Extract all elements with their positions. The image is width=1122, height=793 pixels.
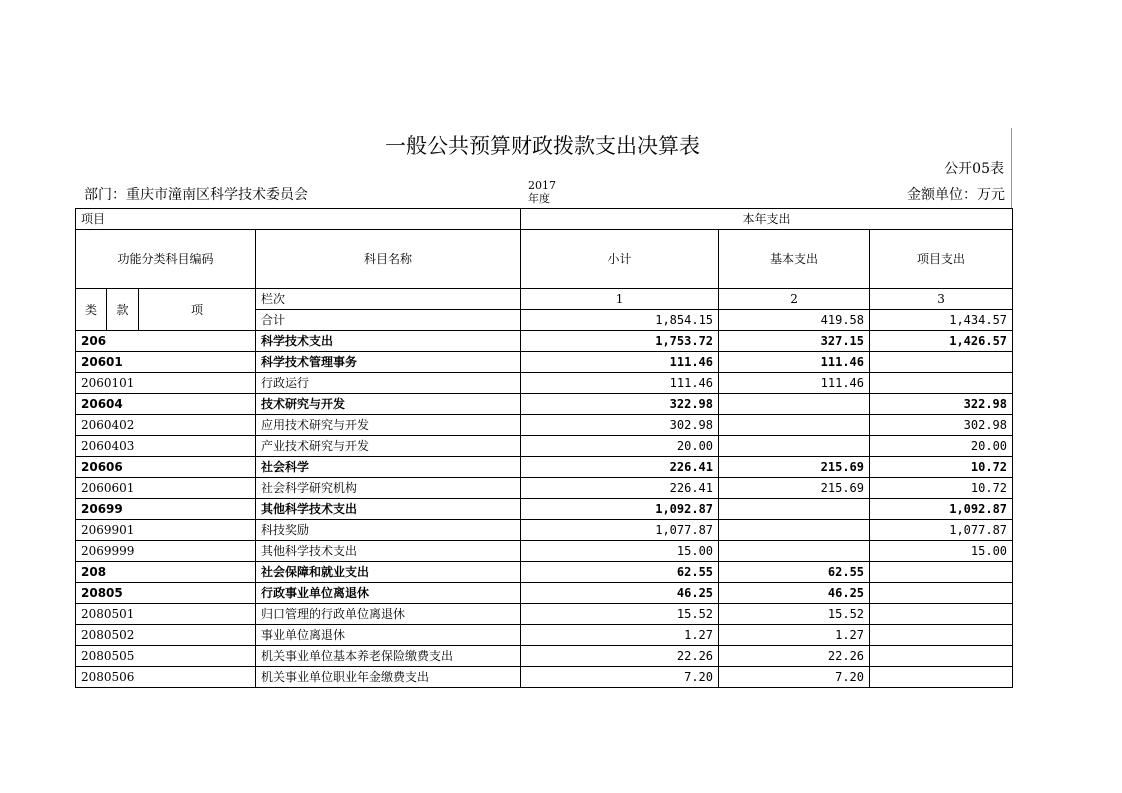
- subject-name-cell: 社会科学: [256, 457, 521, 478]
- table-number: 公开05表: [944, 161, 1004, 177]
- project-cell: 20.00: [870, 436, 1013, 457]
- code-cell: 2069901: [76, 520, 256, 541]
- code-cell: 2069999: [76, 541, 256, 562]
- basic-cell: [719, 415, 870, 436]
- code-cell: 2060403: [76, 436, 256, 457]
- table-row: [76, 457, 1013, 478]
- table-row: [76, 478, 1013, 499]
- basic-cell: [719, 520, 870, 541]
- table-row: [76, 352, 1013, 373]
- subject-name-cell: 行政事业单位离退休: [256, 583, 521, 604]
- header-col2: 2: [719, 289, 870, 310]
- project-cell: 10.72: [870, 478, 1013, 499]
- basic-cell: 327.15: [719, 331, 870, 352]
- basic-cell: 15.52: [719, 604, 870, 625]
- code-cell: 20805: [76, 583, 256, 604]
- table-row: [76, 625, 1013, 646]
- code-cell: 20601: [76, 352, 256, 373]
- code-cell: 2060101: [76, 373, 256, 394]
- table-row: [76, 646, 1013, 667]
- header-basic: 基本支出: [719, 230, 870, 289]
- subtotal-cell: 322.98: [521, 394, 719, 415]
- project-cell: [870, 646, 1013, 667]
- fiscal-year: [528, 179, 556, 205]
- basic-cell: [719, 499, 870, 520]
- subject-name-cell: 产业技术研究与开发: [256, 436, 521, 457]
- subject-name-cell: 技术研究与开发: [256, 394, 521, 415]
- header-lei: 类: [76, 289, 107, 331]
- project-cell: 1,426.57: [870, 331, 1013, 352]
- project-cell: 1,092.87: [870, 499, 1013, 520]
- subtotal-cell: 1,753.72: [521, 331, 719, 352]
- subject-name-cell: 科技奖励: [256, 520, 521, 541]
- code-cell: 20606: [76, 457, 256, 478]
- basic-cell: 1.27: [719, 625, 870, 646]
- total-subtotal: 1,854.15: [521, 310, 719, 331]
- total-label: 合计: [256, 310, 521, 331]
- code-cell: 20699: [76, 499, 256, 520]
- fiscal-year-number: 2017: [528, 179, 556, 192]
- code-cell: 2060601: [76, 478, 256, 499]
- project-cell: 322.98: [870, 394, 1013, 415]
- header-current-exp: 本年支出: [521, 209, 1013, 230]
- code-cell: 2080506: [76, 667, 256, 688]
- subtotal-cell: 1.27: [521, 625, 719, 646]
- project-cell: 1,077.87: [870, 520, 1013, 541]
- header-item: 项目: [76, 209, 521, 230]
- subject-name-cell: 事业单位离退休: [256, 625, 521, 646]
- table-row: [76, 541, 1013, 562]
- subtotal-cell: 1,092.87: [521, 499, 719, 520]
- department-label: 部门：重庆市潼南区科学技术委员会: [84, 187, 308, 203]
- fiscal-year-suffix: 年度: [528, 192, 550, 205]
- code-cell: 2080502: [76, 625, 256, 646]
- subtotal-cell: 111.46: [521, 373, 719, 394]
- subtotal-cell: 226.41: [521, 478, 719, 499]
- header-row-1: [76, 209, 1013, 230]
- project-cell: [870, 352, 1013, 373]
- header-func-code: 功能分类科目编码: [76, 230, 256, 289]
- subject-name-cell: 机关事业单位职业年金缴费支出: [256, 667, 521, 688]
- subtotal-cell: 62.55: [521, 562, 719, 583]
- report-title: 一般公共预算财政拨款支出决算表: [385, 134, 700, 158]
- header-subtotal: 小计: [521, 230, 719, 289]
- subtotal-cell: 7.20: [521, 667, 719, 688]
- subject-name-cell: 科学技术支出: [256, 331, 521, 352]
- project-cell: [870, 604, 1013, 625]
- code-cell: 206: [76, 331, 256, 352]
- header-row-2: [76, 230, 1013, 289]
- table-row: [76, 415, 1013, 436]
- subtotal-cell: 20.00: [521, 436, 719, 457]
- subtotal-cell: 302.98: [521, 415, 719, 436]
- header-col-no: 栏次: [256, 289, 521, 310]
- basic-cell: 111.46: [719, 352, 870, 373]
- code-cell: 2080505: [76, 646, 256, 667]
- subject-name-cell: 其他科学技术支出: [256, 541, 521, 562]
- table-row: [76, 562, 1013, 583]
- project-cell: [870, 562, 1013, 583]
- table-row: [76, 436, 1013, 457]
- subject-name-cell: 其他科学技术支出: [256, 499, 521, 520]
- subtotal-cell: 22.26: [521, 646, 719, 667]
- basic-cell: [719, 394, 870, 415]
- header-project: 项目支出: [870, 230, 1013, 289]
- subject-name-cell: 机关事业单位基本养老保险缴费支出: [256, 646, 521, 667]
- code-cell: 20604: [76, 394, 256, 415]
- project-cell: [870, 583, 1013, 604]
- header-col1: 1: [521, 289, 719, 310]
- basic-cell: [719, 436, 870, 457]
- subtotal-cell: 226.41: [521, 457, 719, 478]
- project-cell: 302.98: [870, 415, 1013, 436]
- subject-name-cell: 社会科学研究机构: [256, 478, 521, 499]
- table-row: [76, 499, 1013, 520]
- total-project: 1,434.57: [870, 310, 1013, 331]
- project-cell: 15.00: [870, 541, 1013, 562]
- header-subject-name: 科目名称: [256, 230, 521, 289]
- project-cell: 10.72: [870, 457, 1013, 478]
- basic-cell: 111.46: [719, 373, 870, 394]
- subtotal-cell: 1,077.87: [521, 520, 719, 541]
- code-cell: 2060402: [76, 415, 256, 436]
- subtotal-cell: 111.46: [521, 352, 719, 373]
- amount-unit: 金额单位：万元: [907, 187, 1005, 203]
- table-row: [76, 583, 1013, 604]
- basic-cell: 7.20: [719, 667, 870, 688]
- subtotal-cell: 15.52: [521, 604, 719, 625]
- subtotal-cell: 46.25: [521, 583, 719, 604]
- table-row: [76, 373, 1013, 394]
- table-body: [76, 209, 1013, 688]
- code-cell: 2080501: [76, 604, 256, 625]
- subject-name-cell: 科学技术管理事务: [256, 352, 521, 373]
- subtotal-cell: 15.00: [521, 541, 719, 562]
- basic-cell: 215.69: [719, 457, 870, 478]
- project-cell: [870, 373, 1013, 394]
- project-cell: [870, 667, 1013, 688]
- table-row: [76, 604, 1013, 625]
- subject-name-cell: 归口管理的行政单位离退休: [256, 604, 521, 625]
- header-row-3: [76, 289, 1013, 310]
- basic-cell: 22.26: [719, 646, 870, 667]
- header-kuan: 款: [107, 289, 139, 331]
- header-xiang: 项: [139, 289, 256, 331]
- basic-cell: 62.55: [719, 562, 870, 583]
- basic-cell: 46.25: [719, 583, 870, 604]
- table-row: [76, 667, 1013, 688]
- header-col3: 3: [870, 289, 1013, 310]
- table-row: [76, 520, 1013, 541]
- project-cell: [870, 625, 1013, 646]
- subject-name-cell: 社会保障和就业支出: [256, 562, 521, 583]
- basic-cell: 215.69: [719, 478, 870, 499]
- table-row: [76, 331, 1013, 352]
- total-basic: 419.58: [719, 310, 870, 331]
- basic-cell: [719, 541, 870, 562]
- expenditure-table: [75, 208, 1013, 688]
- subject-name-cell: 应用技术研究与开发: [256, 415, 521, 436]
- subject-name-cell: 行政运行: [256, 373, 521, 394]
- code-cell: 208: [76, 562, 256, 583]
- table-row: [76, 394, 1013, 415]
